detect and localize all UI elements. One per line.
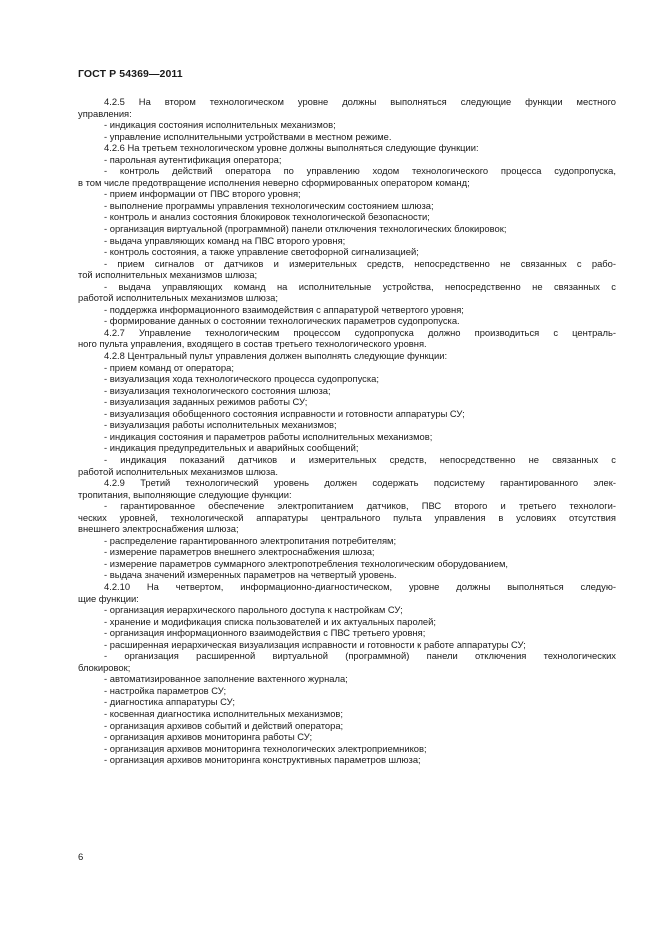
- paragraph-line: ного пульта управления, входящего в состав третьего технологического уровня.: [78, 338, 427, 350]
- list-item-line: - выдача значений измеренных параметров на четвертый уровень.: [104, 569, 397, 581]
- list-item-line: - прием информации от ПВС второго уровня;: [104, 188, 301, 200]
- list-item-line: - организация архивов событий и действий оператора;: [104, 719, 344, 731]
- list-item-line: - настройка параметров СУ;: [104, 684, 227, 696]
- list-item-line: - формирование данных о состоянии технологических параметров судопропуска.: [104, 315, 460, 327]
- paragraph-line: внешнего электроснабжения шлюза;: [78, 523, 239, 535]
- paragraph-line: 4.2.9 Третий технологический уровень должен содержать подсистему гарантированного элек-: [104, 477, 616, 489]
- list-item-line: - расширенная иерархическая визуализация исправности и готовности к работе аппаратуры СУ;: [104, 638, 526, 650]
- paragraph-line: работой исполнительных механизмов шлюза.: [78, 465, 278, 477]
- paragraph-line: 4.2.10 На четвертом, информационно-диагностическом, уровне должны выполняться следую-: [104, 580, 616, 592]
- list-item-line: - косвенная диагностика исполнительных механизмов;: [104, 707, 344, 719]
- list-item-line: - контроль и анализ состояния блокировок технологической безопасности;: [104, 211, 430, 223]
- list-item-line: - парольная аутентификация оператора;: [104, 153, 282, 165]
- list-item-line: - выдача управляющих команд на исполнительные устройства, непосредственно не связанных с: [104, 280, 616, 292]
- list-item-line: - измерение параметров суммарного электропотребления технологическим оборудованием,: [104, 557, 509, 569]
- list-item-line: - визуализация хода технологического процесса судопропуска;: [104, 373, 379, 385]
- list-item-line: - диагностика аппаратуры СУ;: [104, 696, 235, 708]
- list-item-line: - распределение гарантированного электропитания потребителям;: [104, 534, 397, 546]
- paragraph-line: 4.2.5 На втором технологическом уровне должны выполняться следующие функции местного: [104, 96, 616, 107]
- list-item-line: - организация иерархического парольного доступа к настройкам СУ;: [104, 604, 403, 616]
- document-body: [78, 96, 616, 766]
- list-item-line: - контроль состояния, а также управление светофорной сигнализацией;: [104, 246, 419, 258]
- paragraph-line: 4.2.8 Центральный пульт управления должен выполнять следующие функции:: [104, 350, 448, 362]
- list-item-line: - организация архивов мониторинга конструктивных параметров шлюза;: [104, 754, 421, 766]
- list-item-line: - индикация состояния исполнительных механизмов;: [104, 119, 336, 131]
- list-item-line: - организация архивов мониторинга технологических электроприемников;: [104, 742, 427, 754]
- list-item-line: - измерение параметров внешнего электроснабжения шлюза;: [104, 546, 375, 558]
- list-item-line: - организация виртуальной (программной) панели отключения технологических блокировок;: [104, 223, 507, 235]
- list-item-line: - управление исполнительными устройствами в местном режиме.: [104, 130, 392, 142]
- paragraph-line: 4.2.7 Управление технологическим процессом судопропуска должно производиться с централь-: [104, 326, 616, 338]
- list-item-line: - контроль действий оператора по управлению ходом технологического процесса судопропуска,: [104, 165, 616, 177]
- document-header: ГОСТ Р 54369—2011: [78, 68, 183, 80]
- paragraph-line: тропитания, выполняющие следующие функции:: [78, 488, 292, 500]
- list-item-line: - организация архивов мониторинга работы СУ;: [104, 731, 313, 743]
- list-item-line: - организация расширенной виртуальной (программной) панели отключения технологических: [104, 650, 616, 662]
- list-item-line: - визуализация заданных режимов работы СУ;: [104, 396, 308, 408]
- page-number: 6: [78, 852, 84, 863]
- paragraph-line: управления:: [78, 107, 132, 119]
- list-item-line: - выдача управляющих команд на ПВС второго уровня;: [104, 234, 346, 246]
- paragraph-line: в том числе предотвращение исполнения неверно сформированных оператором команд;: [78, 176, 470, 188]
- list-item-line: - индикация предупредительных и аварийных сообщений;: [104, 442, 359, 454]
- paragraph-line: работой исполнительных механизмов шлюза;: [78, 292, 278, 304]
- paragraph-line: 4.2.6 На третьем технологическом уровне должны выполняться следующие функции:: [104, 142, 479, 154]
- list-item-line: - визуализация обобщенного состояния исправности и готовности аппаратуры СУ;: [104, 407, 465, 419]
- paragraph-line: блокировок;: [78, 661, 131, 673]
- list-item-line: - прием команд от оператора;: [104, 361, 234, 373]
- list-item-line: - хранение и модификация списка пользователей и их актуальных паролей;: [104, 615, 436, 627]
- paragraph-line: ческих уровней, технологической аппаратуры центрального пульта управления в условиях отсутствия: [78, 511, 616, 523]
- list-item-line: - поддержка информационного взаимодействия с аппаратурой четвертого уровня;: [104, 303, 464, 315]
- list-item-line: - прием сигналов от датчиков и измерительных средств, непосредственно не связанных с рабо-: [104, 257, 616, 269]
- list-item-line: - автоматизированное заполнение вахтенного журнала;: [104, 673, 348, 685]
- paragraph-line: той исполнительных механизмов шлюза;: [78, 269, 258, 281]
- list-item-line: - гарантированное обеспечение электропитанием датчиков, ПВС второго и третьего технологи-: [104, 500, 616, 512]
- list-item-line: - индикация показаний датчиков и измерительных средств, непосредственно не связанных с: [104, 453, 616, 465]
- list-item-line: - визуализация технологического состояния шлюза;: [104, 384, 331, 396]
- list-item-line: - индикация состояния и параметров работы исполнительных механизмов;: [104, 430, 433, 442]
- paragraph-line: щие функции:: [78, 592, 139, 604]
- list-item-line: - организация информационного взаимодействия с ПВС третьего уровня;: [104, 627, 426, 639]
- list-item-line: - визуализация работы исполнительных механизмов;: [104, 419, 337, 431]
- list-item-line: - выполнение программы управления технологическим состоянием шлюза;: [104, 199, 434, 211]
